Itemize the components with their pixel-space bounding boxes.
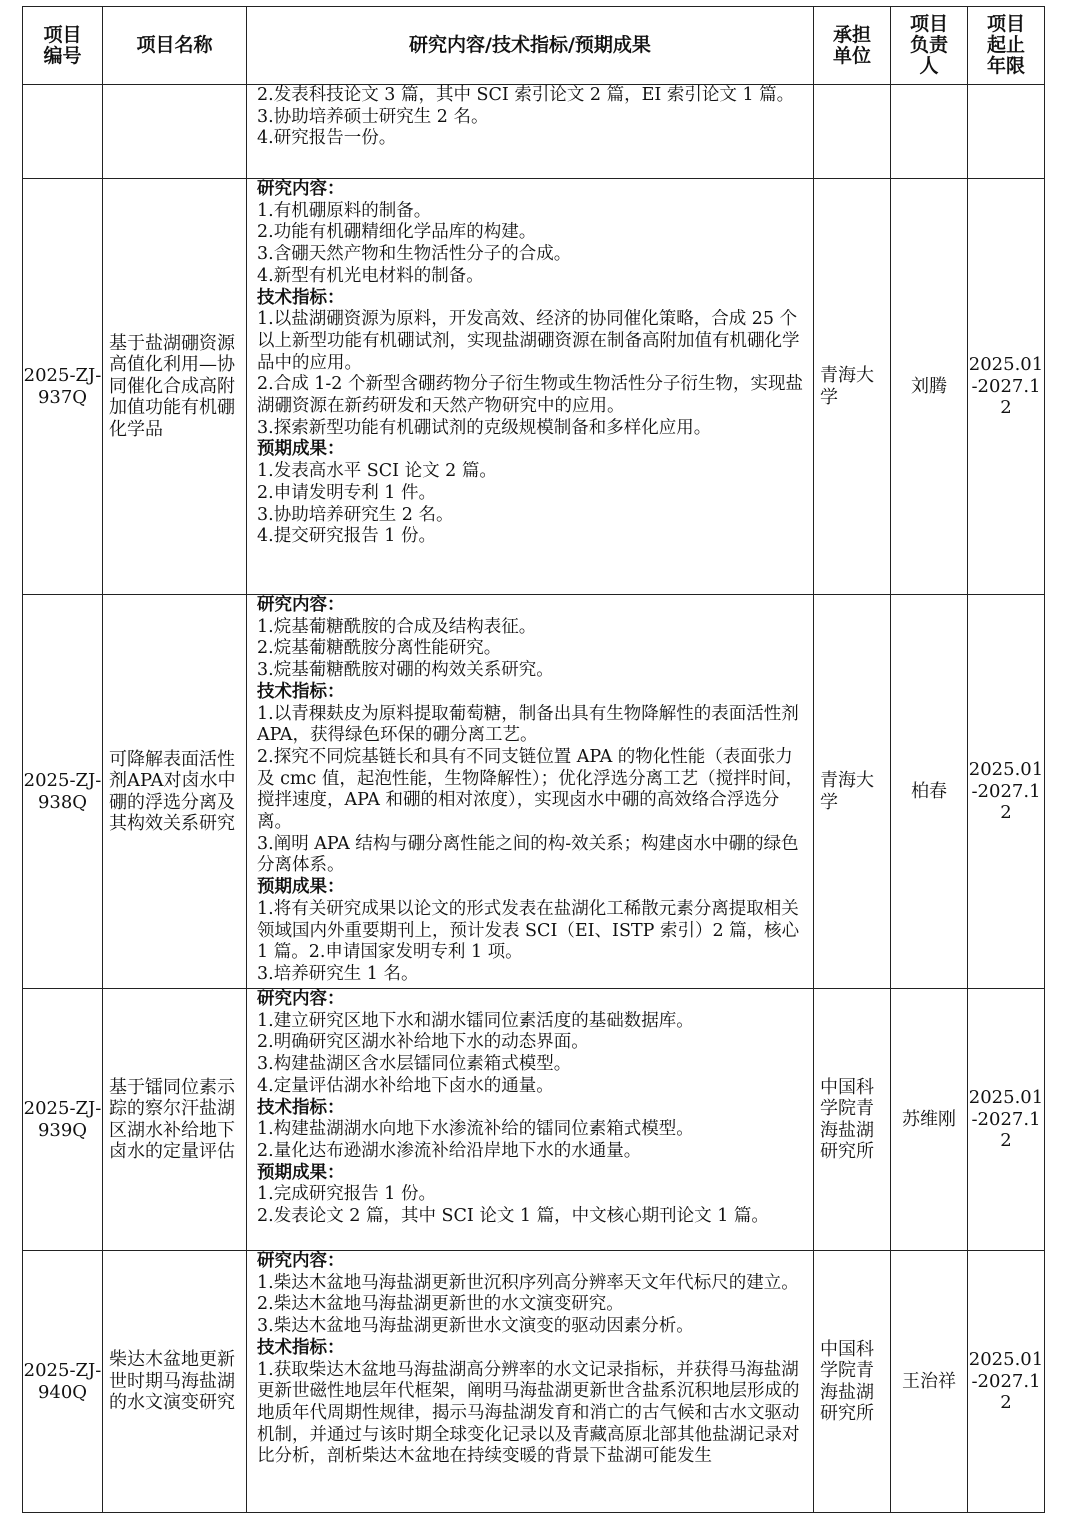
section-title: 研究内容： (257, 595, 345, 615)
section-title: 预期成果： (257, 1162, 345, 1183)
content-line: 1.构建盐湖湖水向地下水渗流补给的镭同位素箱式模型。 (257, 1119, 694, 1140)
table-row (23, 989, 1045, 1251)
project-content (247, 1251, 814, 1513)
project-code: 2025-ZJ-937Q (23, 179, 103, 595)
content-line: 1.完成研究报告 1 份。 (257, 1184, 436, 1205)
project-lead: 苏维刚 (891, 989, 968, 1251)
content-line: 4.研究报告一份。 (257, 128, 397, 149)
content-line: 2.申请发明专利 1 件。 (257, 482, 436, 503)
content-line: 2.探究不同烷基链长和具有不同支链位置 APA 的物化性能（表面张力及 cmc 值，起泡性能，生物降解性）；优化浮选分离工艺（搅拌时间，搅拌速度，APA 和硼的相对浓度），实现卤水中硼的高效络合浮选分离。 (257, 746, 804, 833)
project-code: 2025-ZJ-940Q (23, 1251, 103, 1513)
project-period: 2025.01-2027.12 (968, 595, 1045, 989)
content-line: 1.柴达木盆地马海盐湖更新世沉积序列高分辨率天文年代标尺的建立。 (257, 1272, 799, 1293)
table-row (23, 85, 1045, 179)
section-title: 研究内容： (257, 989, 345, 1009)
section-title: 技术指标： (257, 681, 345, 702)
project-code: 2025-ZJ-939Q (23, 989, 103, 1251)
content-line: 1.以青稞麸皮为原料提取葡萄糖，制备出具有生物降解性的表面活性剂 APA，获得绿色环保的硼分离工艺。 (257, 703, 805, 746)
project-period (968, 85, 1045, 179)
project-code (23, 85, 103, 179)
project-period: 2025.01-2027.12 (968, 989, 1045, 1251)
project-content (247, 595, 814, 989)
content-line: 1.建立研究区地下水和湖水镭同位素活度的基础数据库。 (257, 1010, 694, 1031)
content-line: 2.柴达木盆地马海盐湖更新世的水文演变研究。 (257, 1294, 624, 1315)
content-line: 2.功能有机硼精细化学品库的构建。 (257, 222, 537, 243)
project-name: 基于盐湖硼资源高值化利用—协同催化合成高附加值功能有机硼化学品 (103, 179, 247, 595)
header-lead: 项目 负责 人 (891, 7, 968, 85)
section-title: 技术指标： (257, 1337, 345, 1358)
content-line: 3.协助培养硕士研究生 2 名。 (257, 106, 489, 127)
project-unit: 青海大学 (814, 179, 891, 595)
project-table (22, 6, 1045, 1513)
content-line: 1.获取柴达木盆地马海盐湖高分辨率的水文记录指标，并获得马海盐湖更新世磁性地层年代框架，阐明马海盐湖更新世含盐系沉积地层形成的地质年代周期性规律，揭示马海盐湖发育和消亡的古气候和古水文驱动机制，并通过与该时期全球变化记录以及青藏高原北部其他盐湖记录对比分析，剖析柴达木盆地在持续变暖的背景下盐湖可能发生 (257, 1359, 800, 1467)
header-name: 项目名称 (103, 7, 247, 85)
project-unit: 中国科学院青海盐湖研究所 (814, 1251, 891, 1513)
content-line: 4.提交研究报告 1 份。 (257, 526, 436, 547)
project-period: 2025.01-2027.12 (968, 1251, 1045, 1513)
section-title: 预期成果： (257, 877, 345, 898)
content-line: 2.发表论文 2 篇，其中 SCI 论文 1 篇，中文核心期刊论文 1 篇。 (257, 1206, 769, 1227)
section-title: 预期成果： (257, 439, 345, 460)
table-row (23, 179, 1045, 595)
content-line: 2.烷基葡糖酰胺分离性能研究。 (257, 638, 502, 659)
header-content: 研究内容/技术指标/预期成果 (247, 7, 814, 85)
section-title: 研究内容： (257, 1251, 345, 1271)
project-code: 2025-ZJ-938Q (23, 595, 103, 989)
project-lead: 王治祥 (891, 1251, 968, 1513)
project-lead: 刘腾 (891, 179, 968, 595)
project-unit: 青海大学 (814, 595, 891, 989)
content-line: 3.构建盐湖区含水层镭同位素箱式模型。 (257, 1054, 572, 1075)
content-line: 3.烷基葡糖酰胺对硼的构效关系研究。 (257, 660, 554, 681)
table-body (23, 85, 1045, 1513)
content-line: 3.含硼天然产物和生物活性分子的合成。 (257, 244, 572, 265)
section-title: 技术指标： (257, 1097, 345, 1118)
content-line: 3.阐明 APA 结构与硼分离性能之间的构-效关系；构建卤水中硼的绿色分离体系。 (257, 833, 799, 876)
table-row (23, 595, 1045, 989)
content-line: 4.定量评估湖水补给地下卤水的通量。 (257, 1075, 554, 1096)
content-line: 4.新型有机光电材料的制备。 (257, 265, 484, 286)
content-line: 1.烷基葡糖酰胺的合成及结构表征。 (257, 616, 537, 637)
project-lead (891, 85, 968, 179)
header-code: 项目 编号 (23, 7, 103, 85)
section-title: 研究内容： (257, 179, 345, 199)
project-content (247, 989, 814, 1251)
content-line: 2.合成 1-2 个新型含硼药物分子衍生物或生物活性分子衍生物，实现盐湖硼资源在新药研发和天然产物研究中的应用。 (257, 374, 804, 417)
project-lead: 柏春 (891, 595, 968, 989)
project-period: 2025.01-2027.12 (968, 179, 1045, 595)
content-line: 2.发表科技论文 3 篇，其中 SCI 索引论文 2 篇，EI 索引论文 1 篇。 (257, 85, 795, 105)
content-line: 3.柴达木盆地马海盐湖更新世水文演变的驱动因素分析。 (257, 1316, 694, 1337)
content-line: 1.发表高水平 SCI 论文 2 篇。 (257, 461, 497, 482)
content-line: 3.协助培养研究生 2 名。 (257, 504, 454, 525)
content-line: 1.有机硼原料的制备。 (257, 200, 432, 221)
content-line: 1.以盐湖硼资源为原料，开发高效、经济的协同催化策略，合成 25 个以上新型功能有机硼试剂，实现盐湖硼资源在制备高附加值有机硼化学品中的应用。 (257, 309, 800, 373)
project-name (103, 85, 247, 179)
content-line: 3.探索新型功能有机硼试剂的克级规模制备和多样化应用。 (257, 417, 712, 438)
project-unit (814, 85, 891, 179)
content-line: 2.明确研究区湖水补给地下水的动态界面。 (257, 1032, 589, 1053)
project-unit: 中国科学院青海盐湖研究所 (814, 989, 891, 1251)
section-title: 技术指标： (257, 287, 345, 308)
header-period: 项目 起止 年限 (968, 7, 1045, 85)
content-line: 1.将有关研究成果以论文的形式发表在盐湖化工稀散元素分离提取相关领域国内外重要期刊上，预计发表 SCI（EI、ISTP 索引）2 篇，核心 1 篇。2.申请国家发明专利 1 项。 (257, 898, 805, 963)
project-content (247, 85, 814, 179)
project-name: 可降解表面活性剂APA对卤水中硼的浮选分离及其构效关系研究 (103, 595, 247, 989)
content-line: 3.培养研究生 1 名。 (257, 963, 419, 984)
content-line: 2.量化达布逊湖水渗流补给沿岸地下水的水通量。 (257, 1140, 642, 1161)
project-content (247, 179, 814, 595)
header-row (23, 7, 1045, 85)
table-row (23, 1251, 1045, 1513)
project-name: 基于镭同位素示踪的察尔汗盐湖区湖水补给地下卤水的定量评估 (103, 989, 247, 1251)
project-name: 柴达木盆地更新世时期马海盐湖的水文演变研究 (103, 1251, 247, 1513)
header-unit: 承担 单位 (814, 7, 891, 85)
